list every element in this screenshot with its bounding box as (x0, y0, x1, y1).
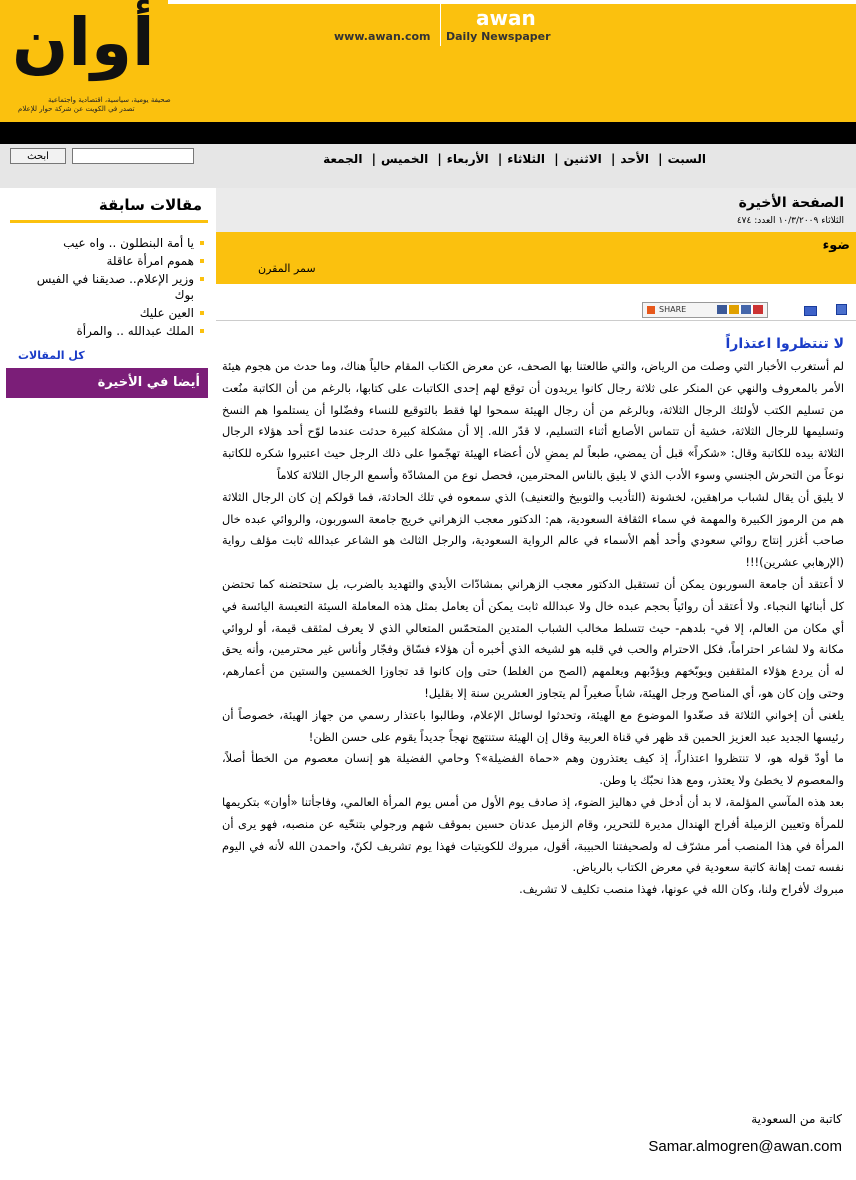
article-title: لا تنتظروا اعتذاراً (725, 336, 844, 352)
header-divider (440, 0, 441, 46)
search-button[interactable]: ابحث (10, 148, 66, 164)
article-paragraph: لا يليق أن يقال لشباب مراهقين، لخشونة (التأديب والتوبيخ والتعنيف) الذي سمعوه في تلك الحادثة، فما قولكم إن كان الرجال الثلاثة هم من الرموز الكبيرة والمهمة في سماء الثقافة السعودية، هم: الدكتور معجب الزهراني خريج جامعة السوربون، والروائي عبده خال صاحب أغزر إنتاج روائي سعودي وأحد أهم الأسماء في عالم الرواية السعودية، والرجل الثالث هو الشاعر عبدالله ثابت مؤلف رواية (الإرهابي عشرين)!!! (222, 489, 844, 570)
website-link[interactable]: www.awan.com (334, 30, 431, 43)
brand-latin: awan (476, 6, 536, 30)
nav-day-monday[interactable]: الاثنين (563, 152, 602, 166)
logo-tagline: صحيفة يومية، سياسية، اقتصادية واجتماعية (48, 96, 171, 104)
sidebar-article-title: وزير الإعلام.. صديقنا في الفيس بوك (36, 272, 194, 302)
sidebar-article-link[interactable] (18, 253, 204, 269)
header-top-strip (168, 0, 856, 4)
nav-separator: | (437, 152, 442, 166)
issue-date: الثلاثاء ١٠/٣/٢٠٠٩ العدد: ٤٧٤ (736, 216, 844, 226)
article-paragraph: مبروك لأفراح ولنا، وكان الله في عونها، فهذا منصب تكليف لا تشريف. (519, 882, 844, 897)
bullet-icon (200, 311, 204, 315)
bullet-icon (200, 329, 204, 333)
author-name[interactable]: سمر المقرن (258, 262, 316, 275)
nav-day-thursday[interactable]: الخميس (381, 152, 429, 166)
sidebar-article-title: هموم امرأة عاقلة (106, 254, 194, 268)
email-icon[interactable] (804, 306, 817, 316)
sidebar-article-link[interactable] (18, 271, 204, 303)
nav-day-saturday[interactable]: السبت (667, 152, 706, 166)
sidebar-article-link[interactable] (18, 235, 204, 251)
nav-separator: | (610, 152, 616, 166)
sidebar-article-title: العين عليك (139, 306, 194, 320)
article-body (222, 356, 844, 901)
nav-day-sunday[interactable]: الأحد (620, 152, 649, 166)
social-icons (717, 305, 763, 314)
article-paragraph: بعد هذه المآسي المؤلمة، لا بد أن أدخل في دهاليز الضوء، إذ صادف يوم الأول من أمس يوم المرأة العالمي، وفاجأتنا «أوان» بتكريمها للمرأة وتعيين الزميلة أفراح الهندال مديرة للتحرير، وقام الزميل عدنان حسين بموقف شهم ورجولي بتنحّيه عن منصبه، فهو يرى أن المرأة في هذا المنصب أمر مشرّف له ولصحيفتنا الحبيبة، أقول، مبروك للكويتيات فهذا يوم تشريف لكنّ، واحمدن الله لأنه في اليوم نفسه تمت إهانة كاتبة سعودية في معرض الكتاب بالرياض. (222, 794, 844, 875)
page-title: الصفحة الأخيرة (738, 195, 844, 211)
column-name: ضوء (822, 238, 850, 253)
nav-separator: | (554, 152, 559, 166)
sidebar-panel (10, 223, 208, 368)
header-subtitle: Daily Newspaper (446, 30, 551, 43)
share-button[interactable] (642, 302, 768, 318)
logo-tagline-2: تصدر في الكويت عن شركة حوار للإعلام (18, 105, 135, 113)
also-in-label: أيضا في الأخيرة (97, 375, 200, 390)
print-icon[interactable] (836, 304, 847, 315)
bullet-icon (200, 259, 204, 263)
article-paragraph: لا أعتقد أن جامعة السوربون يمكن أن تستقبل الدكتور معجب الزهراني بمشادّات الأيدي والتهديد بالضرب، بل ستحتضنه كما تحتضن كل أبنائها النجباء. ولا أعتقد أن روائياً بحجم عبده خال ولا عبدالله ثابت يمكن أن يعامل بمثل هذه المعاملة السيئة التعيسة اليائسة في أي مكان من العالم، إلا في- بلدهم- حيث تتسلط مخالب الشباب المتدين المتحمّس المتعالي الذي لا يعرف لمثقف قيمة، أو لروائي مكانة ولا لشاعر احتراماً، فكل الاحترام والحب في قلبه هو لشيخه الذي أخبره أن هؤلاء فسّاق وفجّار وأناس غير محترمين، وأنه يحق له أن يردع هؤلاء المثقفين ويوبّخهم ويؤدّبهم ويعلمهم (الصح من الغلط) حتى وإن كانوا قد تجاوزا الخمسين والستين من أعمارهم، وحتى وإن كان هو، أي المناصح ورجل الهيئة، شاباً صغيراً لم يتجاوز العشرين سنة إلا بقليل! (222, 576, 844, 700)
nav-separator: | (371, 152, 377, 166)
share-label: SHARE (659, 305, 687, 314)
nav-day-friday[interactable]: الجمعة (323, 152, 363, 166)
nav-separator: | (658, 152, 663, 166)
all-articles-link[interactable]: كل المقالات (18, 349, 85, 362)
sidebar-title: مقالات سابقة (98, 196, 202, 214)
bullet-icon (200, 241, 204, 245)
article-paragraph: ما أودّ قوله هو، لا تنتظروا اعتذاراً، إذ كيف يعتذرون وهم «حماة الفضيلة»؟ وحامي الفضيلة هو إنسان معصوم من الخطأ أصلاً، والمعصوم لا يخطئ ولا يعتذر، ومع هذا نحبّك يا وطن. (222, 751, 844, 788)
author-email[interactable]: Samar.almogren@awan.com (648, 1138, 842, 1155)
nav-day-wednesday[interactable]: الأربعاء (446, 152, 489, 166)
nav-separator: | (497, 152, 503, 166)
also-in-section-banner[interactable] (6, 368, 208, 398)
logo-wordmark: أوان (12, 4, 155, 81)
sidebar-article-title: يا أمة البنطلون .. واه عيب (63, 236, 194, 250)
sidebar-article-link[interactable] (18, 305, 204, 321)
previous-articles-list (18, 235, 204, 341)
bullet-icon (200, 277, 204, 281)
article-paragraph: يلغنى أن إخواني الثلاثة قد صعّدوا الموضوع مع الهيئة، وتحدثوا لوسائل الإعلام، وطالبوا باعتذار رسمي من جهاز الهيئة، خصوصاً أن رئيسها الجديد عبد العزيز الحمين قد ظهر في قناة العربية وقال إن الهيئة ستنتهج نهجاً جديداً يقوم على حسن الظن! (222, 707, 844, 744)
search-input[interactable] (72, 148, 194, 164)
header-black-bar (0, 122, 856, 144)
column-banner (216, 232, 856, 284)
sidebar-article-link[interactable] (18, 323, 204, 339)
sidebar-header (10, 194, 208, 223)
site-logo[interactable] (8, 4, 171, 118)
nav-day-tuesday[interactable]: الثلاثاء (507, 152, 546, 166)
share-plus-icon (647, 306, 655, 314)
sidebar-article-title: الملك عبدالله .. والمرأة (76, 324, 194, 338)
day-nav (323, 152, 706, 166)
author-signoff: كاتبة من السعودية (751, 1112, 842, 1126)
article-paragraph: لم أستغرب الأخبار التي وصلت من الرياض، والتي طالعتنا بها الصحف، عن معرض الكتاب المقام حالياً هناك، وما حدث من هجوم هيئة الأمر بالمعروف والنهي عن المنكر على ثلاثة رجال كانوا يريدون أن توقع لهم إحدى الكاتبات على كتابها، بالرغم من أن الكاتبة منُعت من تسليم الكتب لأولئك الرجال الثلاثة، وبالرغم من أن رجال الهيئة سمحوا لها فقط بالتوقيع للنساء وفضّلوا أن يستلموا هم النسخ وتسليمها للرجال الثلاثة، خشية أن تتماس الأصابع أثناء التسليم، لا قدّر الله. إلا أن مشكلة كبيرة حدثت عندما لوّح أحد هؤلاء الرجال الثلاثة بيده للكاتبة وقال: «شكراً» قبل أن يمضي، طبعاً لم يمضِ لأن أعضاء الهيئة تهجّموا على ذلك الرجل حيث اعتبروا شكره للكاتبة نوعاً من التحرش الجنسي وسوء الأدب الذي لا يليق بالناس المحترمين، فحصل نوع من المشادّة وأسمع الرجال الثلاثة كلاماً (222, 359, 844, 482)
